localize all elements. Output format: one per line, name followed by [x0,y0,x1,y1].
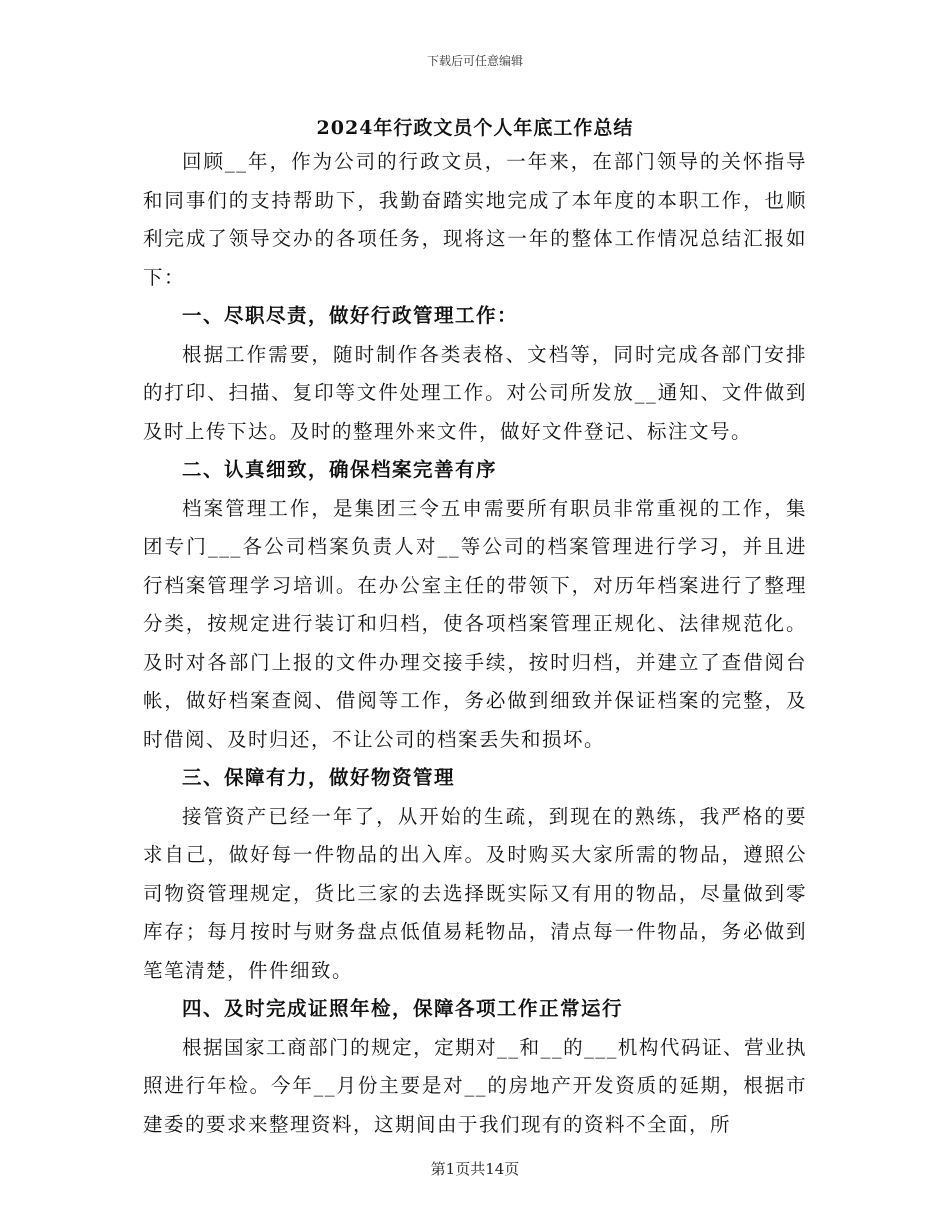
section-paragraph-2: 档案管理工作，是集团三令五申需要所有职员非常重视的工作，集团专门___各公司档案负责人对__等公司的档案管理进行学习，并且进行档案管理学习培训。在办公室主任的带领下，对历年档案进行了整理分类，按规定进行装订和归档，使各项档案管理正规化、法律规范化。及时对各部门上报的文件办理交接手续，按时归档，并建立了查借阅台帐，做好档案查阅、借阅等工作，务必做到细致并保证档案的完整，及时借阅、及时归还，不让公司的档案丢失和损坏。 [143,496,807,751]
document-title: 2024年行政文员个人年底工作总结 [316,117,634,139]
header-note: 下载后可任意编辑 [426,54,523,68]
section-heading-4: 四、及时完成证照年检，保障各项工作正常运行 [182,997,624,1020]
section-paragraph-4: 根据国家工商部门的规定，定期对__和__的___机构代码证、营业执照进行年检。今年__月份主要是对__的房地产开发资质的延期，根据市建委的要求来整理资料，这期间由于我们现有的资料不全面，所 [143,1035,807,1136]
section-heading-1: 一、尽职尽责，做好行政管理工作： [182,304,519,327]
page-number: 第1页共14页 [430,1160,520,1178]
section-heading-3: 三、保障有力，做好物资管理 [182,766,456,789]
document-body [143,143,807,1144]
intro-paragraph: 回顾__年，作为公司的行政文员，一年来，在部门领导的关怀指导和同事们的支持帮助下，我勤奋踏实地完成了本年度的本职工作，也顺利完成了领导交办的各项任务，现将这一年的整体工作情况总结汇报如下： [143,150,807,289]
section-heading-2: 二、认真细致，确保档案完善有序 [182,458,498,481]
section-paragraph-3: 接管资产已经一年了，从开始的生疏，到现在的熟练，我严格的要求自己，做好每一件物品的出入库。及时购买大家所需的物品，遵照公司物资管理规定，货比三家的去选择既实际又有用的物品，尽量做到零库存；每月按时与财务盘点低值易耗物品，清点每一件物品，务必做到笔笔清楚，件件细致。 [143,804,807,982]
section-paragraph-1: 根据工作需要，随时制作各类表格、文档等，同时完成各部门安排的打印、扫描、复印等文件处理工作。对公司所发放__通知、文件做到及时上传下达。及时的整理外来文件，做好文件登记、标注文号。 [143,342,807,443]
